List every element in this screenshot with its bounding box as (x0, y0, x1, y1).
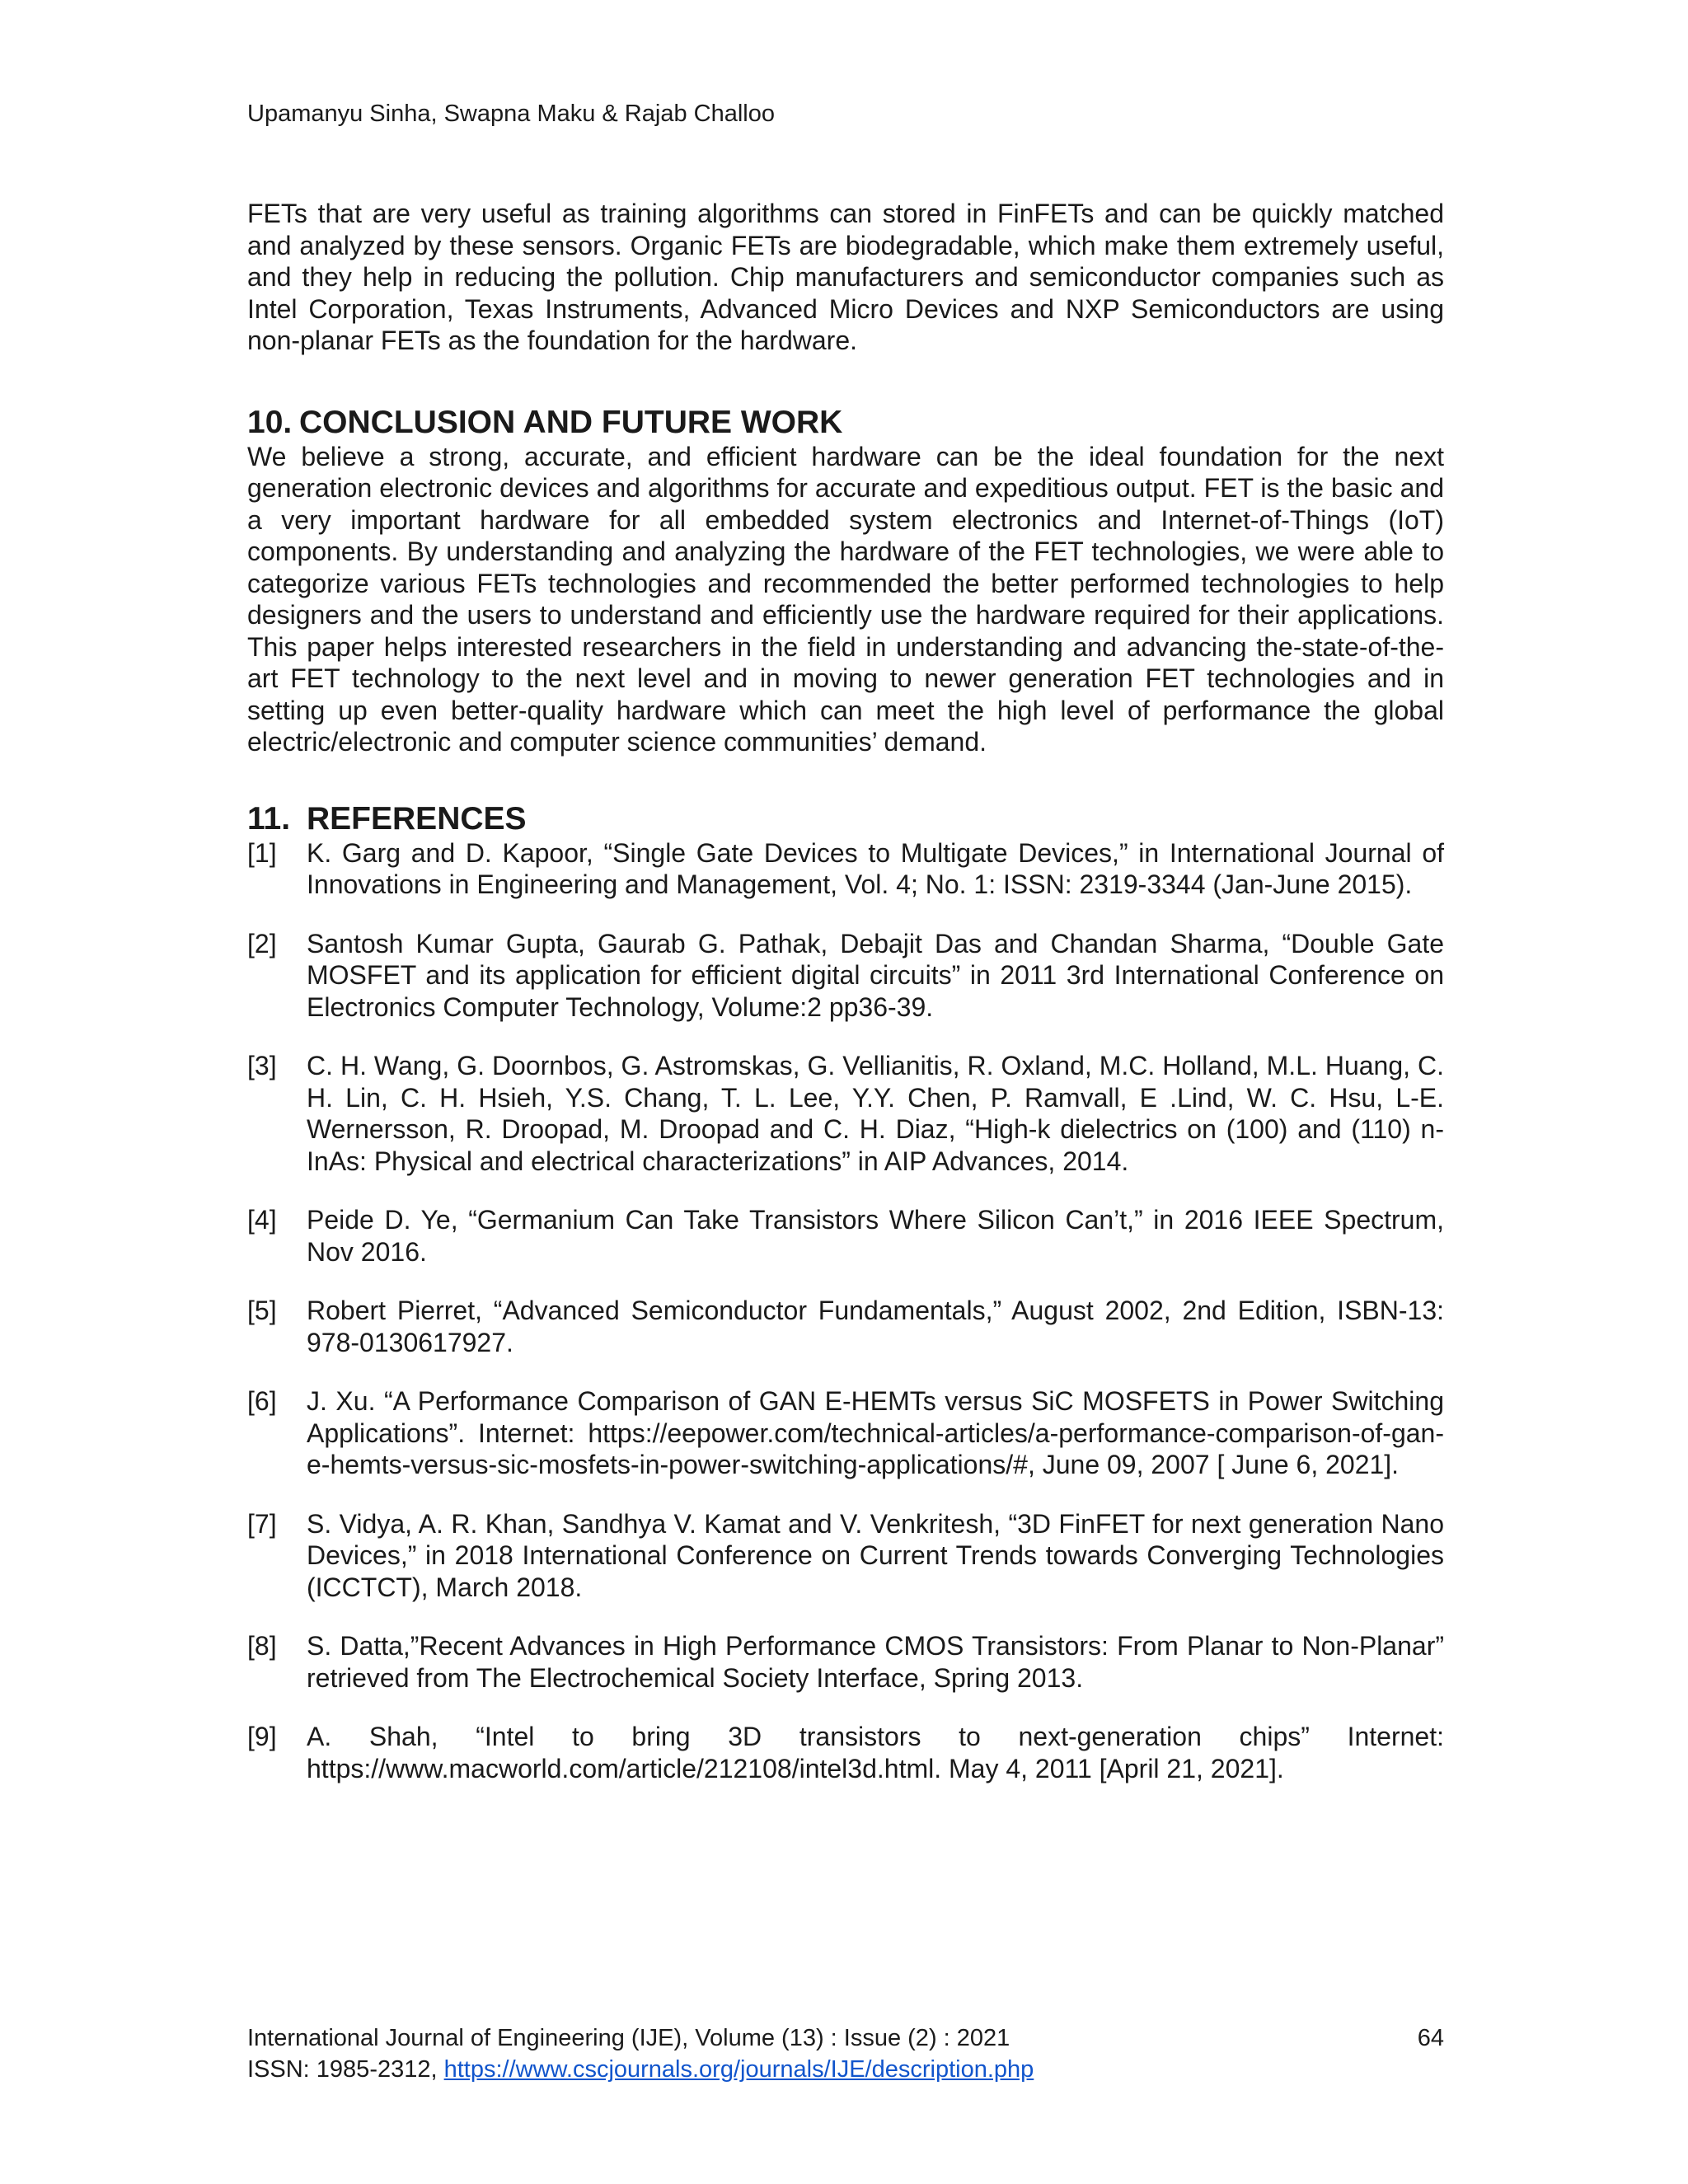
section-heading-references (247, 801, 1444, 837)
section-title: REFERENCES (307, 800, 527, 837)
reference-text: S. Datta,”Recent Advances in High Performance CMOS Transistors: From Planar to Non-Planar” retrieved from The Electrochemical Society Interface, Spring 2013. (307, 1631, 1444, 1693)
reference-text: S. Vidya, A. R. Khan, Sandhya V. Kamat and V. Venkritesh, “3D FinFET for next generation Nano Devices,” in 2018 International Conference on Current Trends towards Converging Technologies (ICCTCT), March 2018. (307, 1508, 1444, 1602)
reference-text: Santosh Kumar Gupta, Gaurab G. Pathak, Debajit Das and Chandan Sharma, “Double Gate MOSFET and its application for efficient digital circuits” in 2011 3rd International Conference on Electronics Computer Technology, Volume:2 pp36-39. (307, 928, 1444, 1022)
reference-text: J. Xu. “A Performance Comparison of GAN E-HEMTs versus SiC MOSFETS in Power Switching Applications”. Internet: https://eepower.com/technical-articles/a-performance-comparison-of-gan-e-hemts-versus-sic-mosfets-in-power-switching-applications/#, June 09, 2007 [ June 6, 2021]. (307, 1386, 1444, 1479)
reference-item (247, 1050, 1444, 1177)
footer-journal: International Journal of Engineering (IJE), Volume (13) : Issue (2) : 2021 (247, 2025, 1010, 2051)
reference-number: [4] (247, 1205, 277, 1235)
reference-text: K. Garg and D. Kapoor, “Single Gate Devices to Multigate Devices,” in International Journal of Innovations in Engineering and Management, Vol. 4; No. 1: ISSN: 2319-3344 (Jan-June 2015). (307, 837, 1444, 899)
footer-issn-line (247, 2054, 1444, 2085)
reference-item (247, 1630, 1444, 1694)
intro-paragraph: FETs that are very useful as training algorithms can stored in FinFETs and can be quickly matched and analyzed by these sensors. Organic FETs are biodegradable, which make them extremely useful, and they help in reducing the pollution. Chip manufacturers and semiconductor companies such as Intel Corporation, Texas Instruments, Advanced Micro Devices and NXP Semiconductors are using non-planar FETs as the foundation for the hardware. (247, 199, 1444, 355)
footer-issn: ISSN: 1985-2312, (247, 2056, 444, 2083)
reference-text: C. H. Wang, G. Doornbos, G. Astromskas, G. Vellianitis, R. Oxland, M.C. Holland, M.L. Huang, C. H. Lin, C. H. Hsieh, Y.S. Chang, T. L. Lee, Y.Y. Chen, P. Ramvall, E .Lind, W. C. Hsu, L-E. Wernersson, R. Droopad, M. Droopad and C. H. Diaz, “High-k dielectrics on (100) and (110) n-InAs: Physical and electrical characterizations” in AIP Advances, 2014. (307, 1051, 1444, 1176)
reference-item (247, 1508, 1444, 1604)
reference-number: [8] (247, 1631, 277, 1661)
footer-journal-line (247, 2022, 1444, 2054)
reference-item (247, 1385, 1444, 1481)
reference-item (247, 837, 1444, 901)
reference-number: [7] (247, 1508, 277, 1539)
reference-item (247, 928, 1444, 1024)
reference-number: [2] (247, 928, 277, 958)
journal-link[interactable]: https://www.cscjournals.org/journals/IJE/description.php (443, 2056, 1034, 2083)
section-number: 11. (247, 800, 291, 837)
section-heading-conclusion (247, 405, 1444, 441)
section-title: CONCLUSION AND FUTURE WORK (299, 404, 843, 440)
conclusion-paragraph: We believe a strong, accurate, and efficient hardware can be the ideal foundation for the next generation electronic devices and algorithms for accurate and expeditious output. FET is the basic and a very important hardware for all embedded system electronics and Internet-of-Things (IoT) components. By understanding and analyzing the hardware of the FET technologies, we were able to categorize various FETs technologies and recommended the better performed technologies to help designers and the users to understand and efficiently use the hardware required for their applications. This paper helps interested researchers in the field in understanding and advancing the-state-of-the-art FET technology to the next level and in moving to newer generation FET technologies and in setting up even better-quality hardware which can meet the high level of performance the global electric/electronic and computer science communities’ demand. (247, 441, 1444, 757)
reference-number: [3] (247, 1051, 277, 1080)
section-number: 10. (247, 404, 293, 440)
running-head: Upamanyu Sinha, Swapna Maku & Rajab Challoo (247, 101, 775, 127)
reference-item (247, 1204, 1444, 1268)
reference-item (247, 1721, 1444, 1784)
page-footer (247, 2022, 1444, 2085)
reference-item (247, 1295, 1444, 1358)
reference-number: [1] (247, 837, 277, 868)
reference-text: Peide D. Ye, “Germanium Can Take Transistors Where Silicon Can’t,” in 2016 IEEE Spectrum, Nov 2016. (307, 1205, 1444, 1267)
page-number: 64 (1417, 2025, 1444, 2051)
page-body (247, 198, 1444, 1811)
reference-list (247, 837, 1444, 1785)
reference-number: [6] (247, 1386, 277, 1416)
reference-number: [9] (247, 1722, 277, 1751)
reference-number: [5] (247, 1296, 277, 1325)
reference-text: Robert Pierret, “Advanced Semiconductor Fundamentals,” August 2002, 2nd Edition, ISBN-13: 978-0130617927. (307, 1296, 1444, 1357)
reference-text: A. Shah, “Intel to bring 3D transistors to next-generation chips” Internet: https://www.macworld.com/article/212108/intel3d.html. May 4, 2011 [April 21, 2021]. (307, 1722, 1444, 1783)
